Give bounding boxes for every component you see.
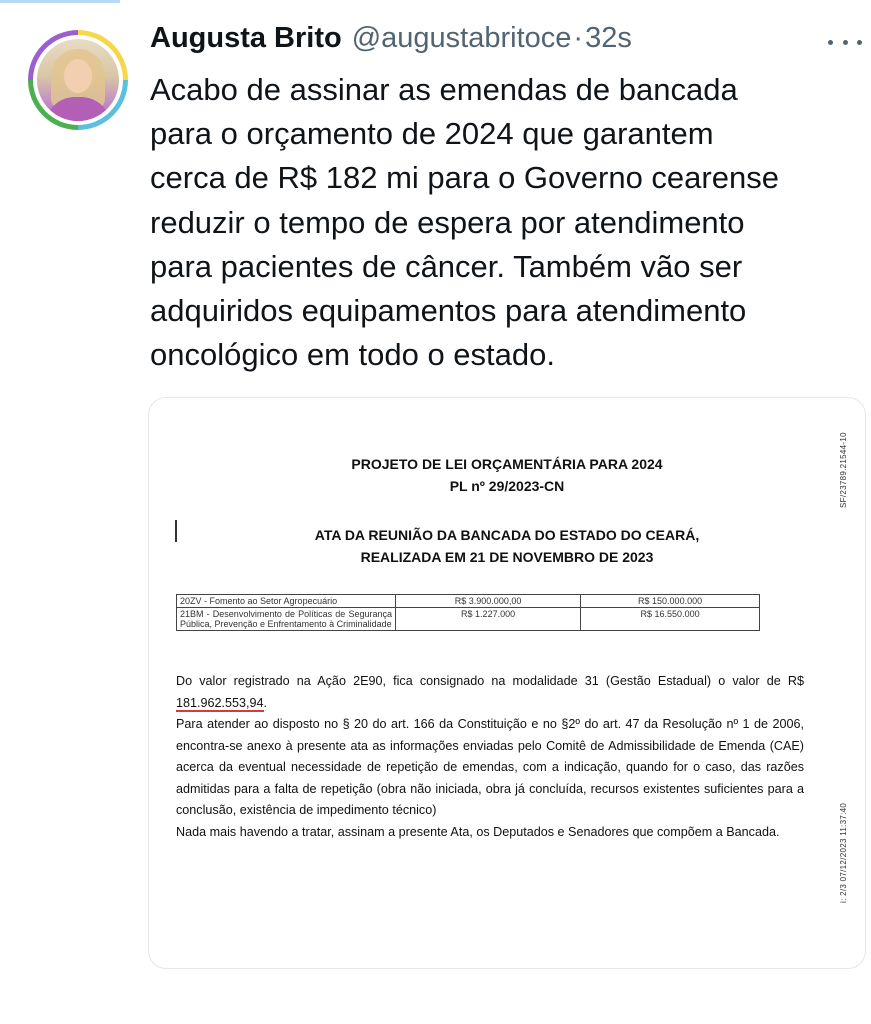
profile-photo xyxy=(37,39,119,121)
top-accent-bar xyxy=(0,0,120,3)
budget-table xyxy=(176,594,760,631)
more-dot xyxy=(828,40,833,45)
table-cell-action: 20ZV - Fomento ao Setor Agropecuário xyxy=(177,595,396,608)
table-cell-value: R$ 1.227.000 xyxy=(396,608,581,631)
tweet-text xyxy=(150,68,850,377)
document-date-line: REALIZADA EM 21 DE NOVEMBRO DE 2023 xyxy=(360,549,654,565)
tweet-text-line: para o orçamento de 2024 que garantem xyxy=(150,116,714,152)
table-cell-value: R$ 16.550.000 xyxy=(581,608,760,631)
tweet-text-line: reduzir o tempo de espera por atendimento xyxy=(150,204,745,240)
tweet-timestamp[interactable]: 32s xyxy=(585,22,632,54)
document-paragraph xyxy=(176,671,804,714)
tweet-text-line: oncológico em todo o estado. xyxy=(150,337,555,373)
tweet-text-line: Acabo de assinar as emendas de bancada xyxy=(150,72,738,107)
tweet-text-line: para pacientes de câncer. Também vão ser xyxy=(150,248,743,284)
avatar-ring xyxy=(33,35,123,125)
attached-document-image[interactable] xyxy=(148,397,866,969)
document-paragraph: Nada mais havendo a tratar, assinam a presente Ata, os Deputados e Senadores que compõem a Bancada. xyxy=(176,824,780,839)
header-separator: · xyxy=(573,22,584,54)
more-dot xyxy=(857,40,862,45)
table-cell-action: 21BM - Desenvolvimento de Políticas de Segurança Pública, Prevenção e Enfrentamento à Criminalidade xyxy=(177,608,396,631)
table-cell-value: R$ 3.900.000,00 xyxy=(396,595,581,608)
more-horizontal-icon[interactable] xyxy=(828,30,862,54)
author-name[interactable]: Augusta Brito xyxy=(150,22,342,54)
tweet-text-line: adquiridos equipamentos para atendimento xyxy=(150,293,747,329)
document-title: PROJETO DE LEI ORÇAMENTÁRIA PARA 2024 xyxy=(351,456,663,472)
paragraph-text: Do valor registrado na Ação 2E90, fica consignado na modalidade 31 (Gestão Estadual) o valor de R$ xyxy=(176,674,804,688)
table-cell-value: R$ 150.000.000 xyxy=(581,595,760,608)
tweet-header xyxy=(150,22,632,66)
document-body xyxy=(176,671,804,843)
document-subtitle: ATA DA REUNIÃO DA BANCADA DO ESTADO DO CEARÁ, xyxy=(314,527,700,543)
document-paragraph: Para atender ao disposto no § 20 do art. 166 da Constituição e no §2º do art. 47 da Resolução nº 1 de 2006, encontra-se anexo à presente ata as informações enviadas pelo Comitê de Admissibilidade de Emenda (CAE) acerca da eventual necessidade de repetição de emendas, com a indicação, quando for o caso, das razões admitidas para a falta de repetição (obra não iniciada, obra já concluída, recursos existentes suficientes para a conclusão, existência de impedimento técnico) xyxy=(176,717,804,817)
paragraph-text: . xyxy=(263,695,268,710)
document-page-stamp: i: 2/3 07/12/2023 11:37:40 xyxy=(839,802,848,903)
highlighted-amount: 181.962.553,94 xyxy=(176,695,264,710)
table-row xyxy=(177,595,760,608)
tweet-text-line: cerca de R$ 182 mi para o Governo cearense xyxy=(150,160,779,196)
document-side-code: SF/23789.21544-10 xyxy=(839,432,848,508)
document-bill-number: PL nº 29/2023-CN xyxy=(449,478,565,494)
table-row xyxy=(177,608,760,631)
avatar[interactable] xyxy=(28,30,128,130)
more-dot xyxy=(843,40,848,45)
author-handle[interactable]: @augustabritoce xyxy=(351,22,572,54)
avatar-face xyxy=(64,59,92,93)
